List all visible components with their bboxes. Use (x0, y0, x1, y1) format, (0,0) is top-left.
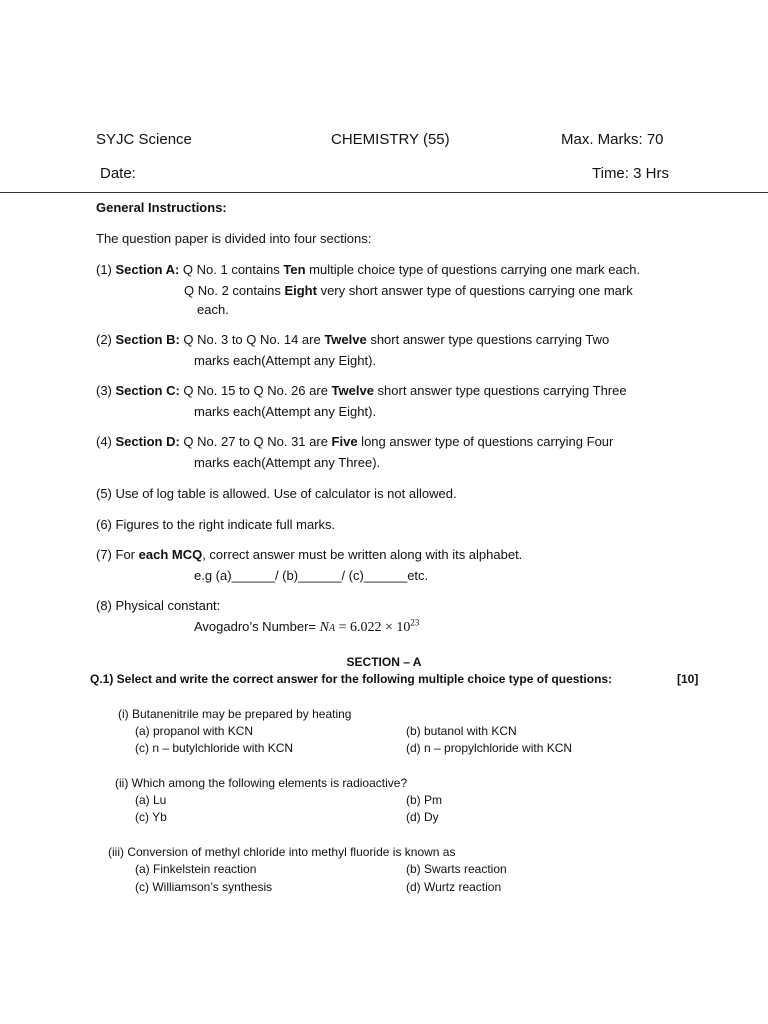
q1-prompt: Q.1) Select and write the correct answer for the following multiple choice type of questions: (90, 672, 613, 686)
instruction-1-line-2 (184, 283, 633, 298)
question-3-text: (iii) Conversion of methyl chloride into methyl fluoride is known as (108, 845, 456, 859)
question-2-option-a: (a) Lu (135, 793, 167, 807)
instruction-3-text-b: short answer type questions carrying Three (373, 383, 627, 398)
instruction-7 (96, 547, 522, 562)
instruction-1-number: (1) (96, 262, 116, 277)
instruction-3-number: (3) (96, 383, 116, 398)
avogadro-label: Avogadro’s Number= (194, 619, 320, 634)
avogadro-exponent: 23 (410, 617, 420, 628)
instruction-7-example: e.g (a)______/ (b)______/ (c)______etc. (194, 568, 429, 583)
instruction-7-text-a: (7) For (96, 547, 139, 562)
question-2-option-b: (b) Pm (406, 793, 442, 807)
header-divider (0, 192, 768, 193)
instruction-2-text-a: Q No. 3 to Q No. 14 are (179, 332, 325, 347)
instruction-1-bold: Ten (283, 262, 306, 277)
instruction-4-section: Section D: (115, 434, 180, 449)
instruction-2-bold: Twelve (324, 332, 367, 347)
instruction-7-bold: each MCQ (138, 547, 203, 562)
instruction-7-text-b: , correct answer must be written along with its alphabet. (202, 547, 523, 562)
instruction-2-text-b: short answer type questions carrying Two (366, 332, 610, 347)
avogadro-value: = 6.022 × 10 (335, 620, 411, 635)
instruction-4-text-a: Q No. 27 to Q No. 31 are (179, 434, 332, 449)
instruction-1-line-2-bold: Eight (284, 283, 317, 298)
instruction-2-section: Section B: (115, 332, 180, 347)
question-3-option-b: (b) Swarts reaction (406, 862, 507, 876)
avogadro-constant (194, 619, 419, 636)
header-date: Date: (100, 165, 136, 182)
instruction-1-text-b: multiple choice type of questions carrying one mark each. (305, 262, 641, 277)
instruction-6: (6) Figures to the right indicate full marks. (96, 517, 336, 532)
instruction-3-text-a: Q No. 15 to Q No. 26 are (179, 383, 332, 398)
instruction-3-bold: Twelve (331, 383, 374, 398)
instruction-1-line-2-c: very short answer type of questions carrying one mark (316, 283, 633, 298)
instruction-1-text-a: Q No. 1 contains (179, 262, 284, 277)
instruction-1 (96, 262, 640, 277)
instruction-4-line-2: marks each(Attempt any Three). (194, 455, 381, 470)
question-2-text: (ii) Which among the following elements is radioactive? (115, 776, 408, 790)
instruction-3-section: Section C: (115, 383, 180, 398)
instructions-heading: General Instructions: (96, 200, 227, 215)
instruction-2-line-2: marks each(Attempt any Eight). (194, 353, 377, 368)
header-time: Time: 3 Hrs (592, 165, 669, 182)
header-max-marks: Max. Marks: 70 (561, 131, 664, 148)
instruction-1-line-2-a: Q No. 2 contains (184, 283, 285, 298)
instruction-1-section: Section A: (115, 262, 180, 277)
header-class: SYJC Science (96, 131, 192, 148)
avogadro-symbol (320, 620, 335, 635)
q1-marks: [10] (677, 672, 699, 686)
instruction-4-text-b: long answer type of questions carrying Four (357, 434, 614, 449)
instruction-3 (96, 383, 627, 398)
question-3-option-a: (a) Finkelstein reaction (135, 862, 257, 876)
question-2-option-d: (d) Dy (406, 810, 439, 824)
question-1-option-c: (c) n – butylchloride with KCN (135, 741, 294, 755)
question-1-text: (i) Butanenitrile may be prepared by heating (118, 707, 352, 721)
instruction-3-line-2: marks each(Attempt any Eight). (194, 404, 377, 419)
header-subject: CHEMISTRY (55) (331, 131, 450, 148)
avogadro-symbol-letter: N (319, 620, 329, 635)
instruction-8: (8) Physical constant: (96, 598, 221, 613)
question-2-option-c: (c) Yb (135, 810, 167, 824)
section-a-title: SECTION – A (346, 655, 422, 669)
instruction-1-line-3: each. (197, 302, 229, 317)
question-1-option-d: (d) n – propylchloride with KCN (406, 741, 573, 755)
instruction-4 (96, 434, 613, 449)
question-3-option-c: (c) Williamson’s synthesis (135, 880, 273, 894)
question-3-option-d: (d) Wurtz reaction (406, 880, 502, 894)
instruction-5: (5) Use of log table is allowed. Use of calculator is not allowed. (96, 486, 457, 501)
instruction-4-bold: Five (331, 434, 358, 449)
instruction-4-number: (4) (96, 434, 116, 449)
instructions-intro: The question paper is divided into four sections: (96, 231, 372, 246)
instruction-2-number: (2) (96, 332, 116, 347)
question-1-option-a: (a) propanol with KCN (135, 724, 254, 738)
avogadro-symbol-subscript: A (328, 623, 336, 634)
question-1-option-b: (b) butanol with KCN (406, 724, 517, 738)
instruction-2 (96, 332, 609, 347)
